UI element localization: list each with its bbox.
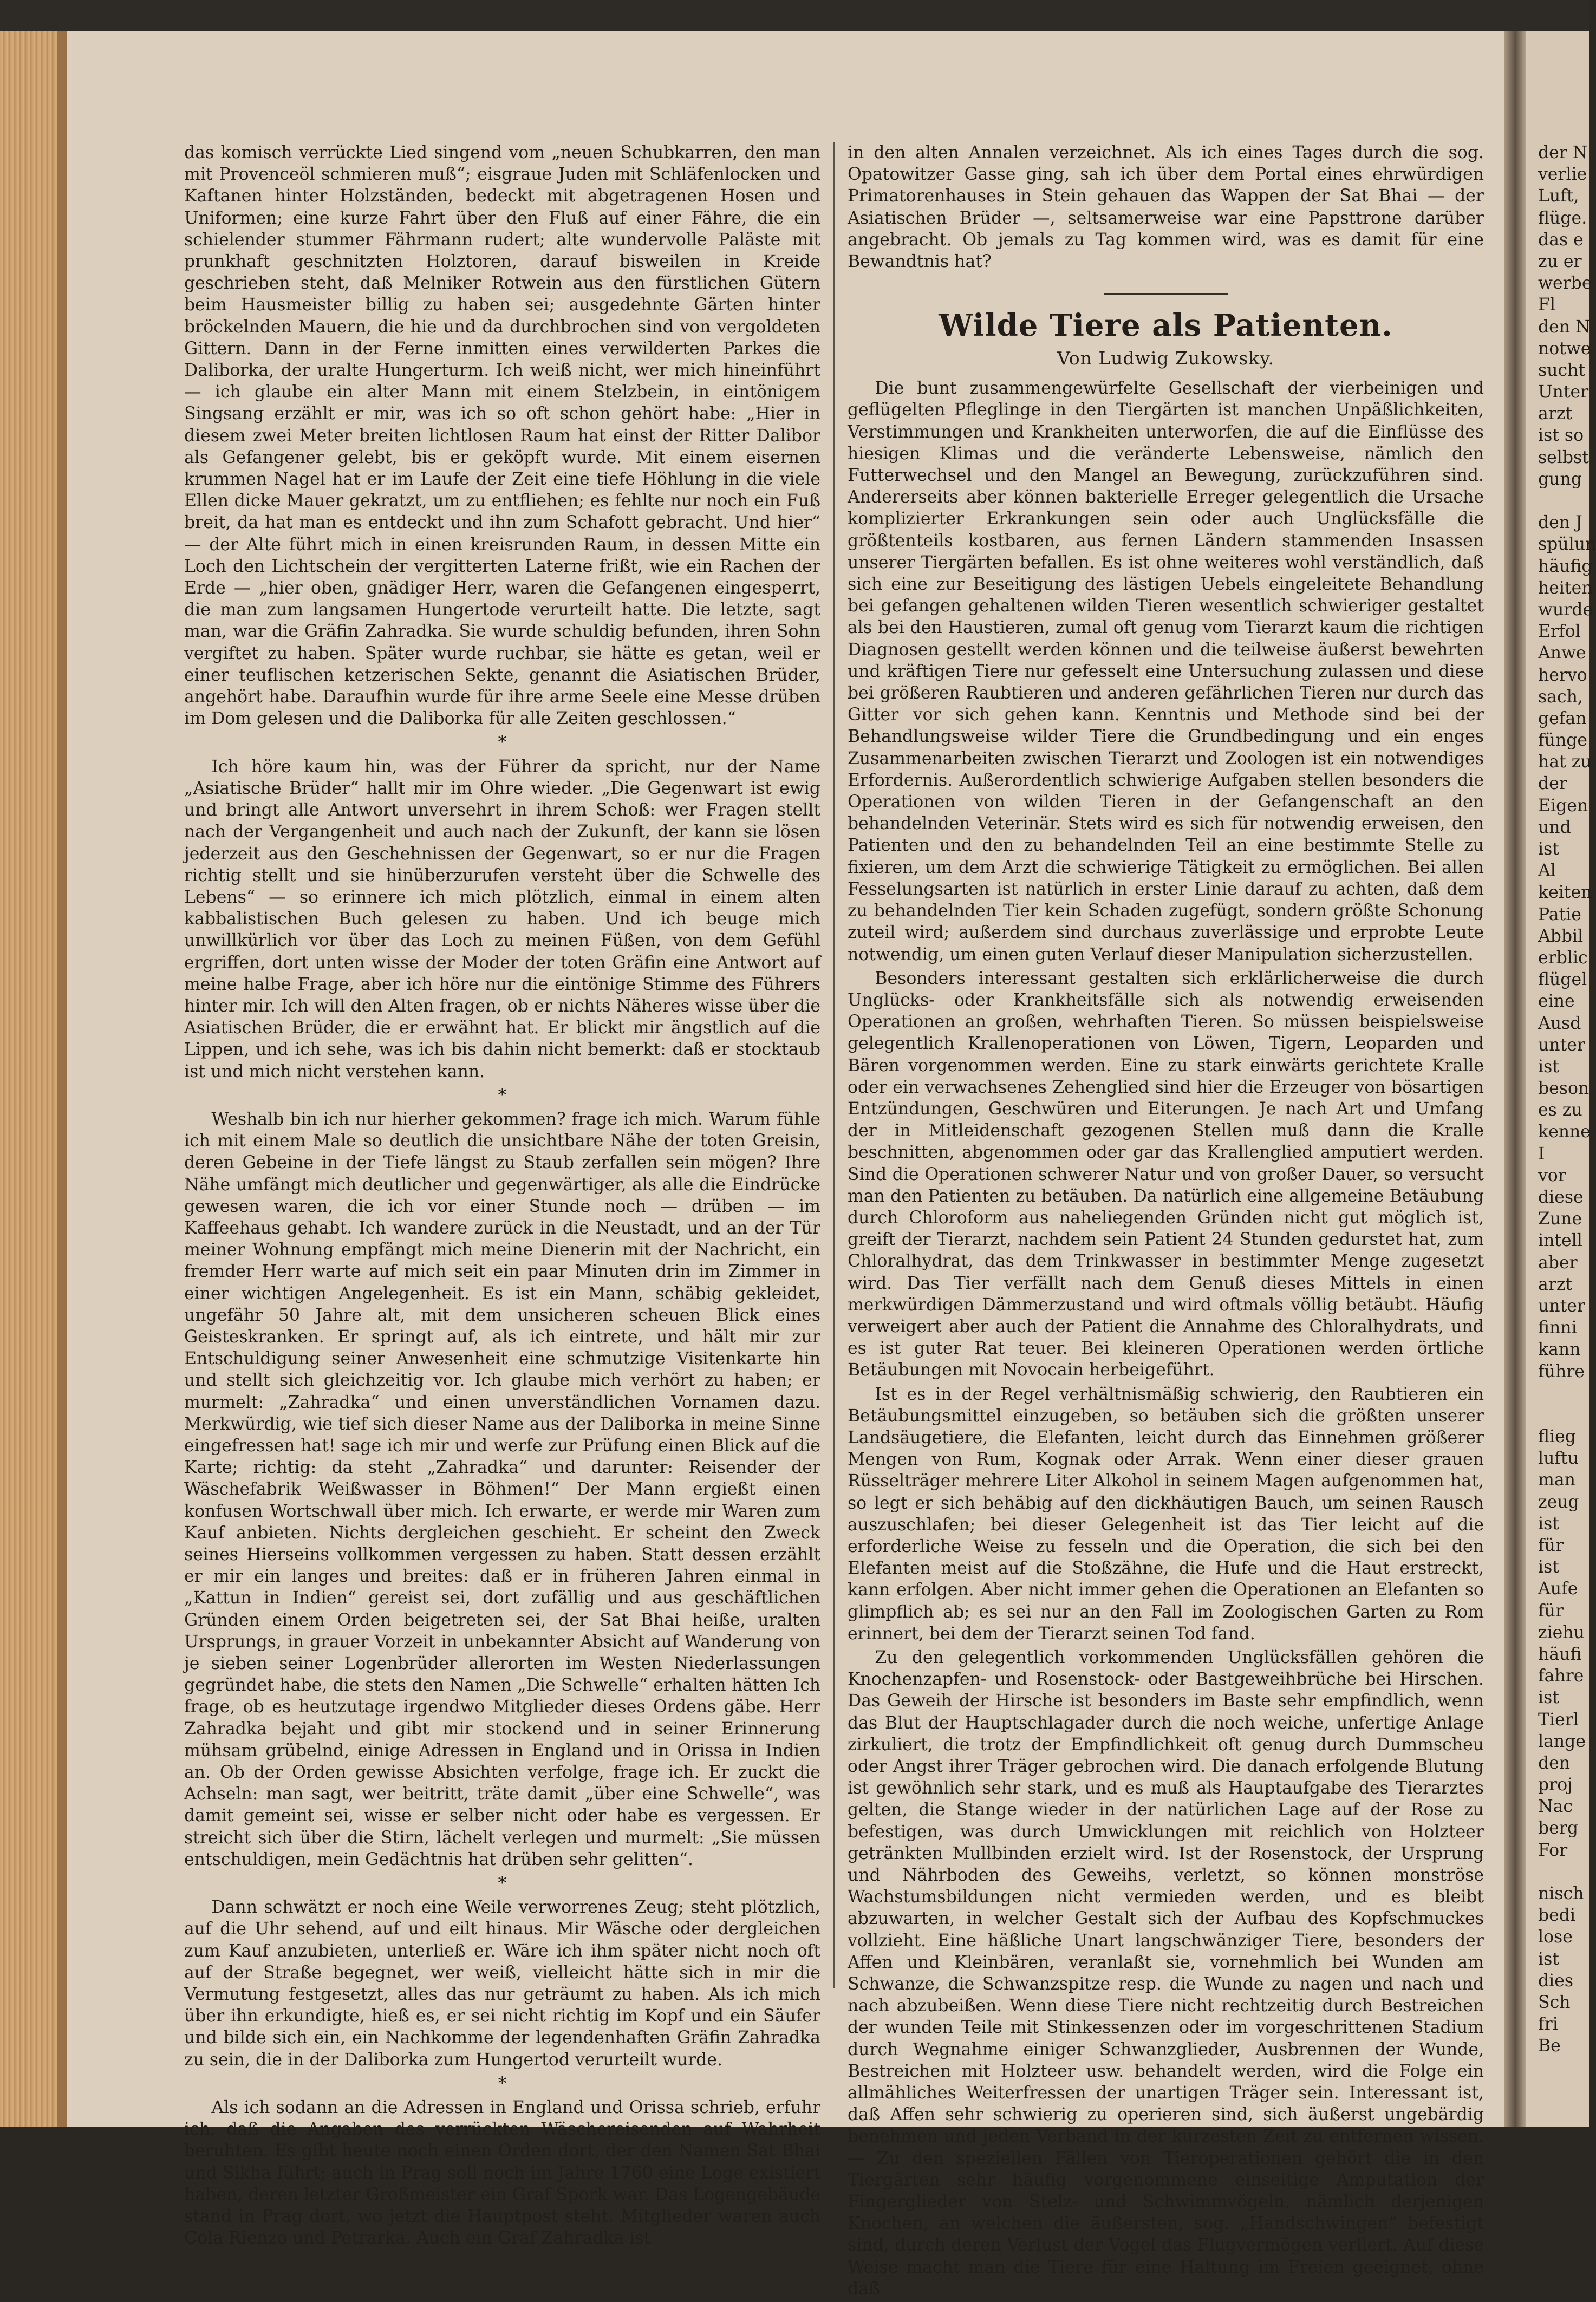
facing-page-line: flügel [1538, 970, 1587, 990]
facing-page-text [1538, 142, 1596, 2057]
facing-page-line: fünge [1538, 731, 1588, 751]
right-column [848, 142, 1484, 2302]
facing-page-line: proj [1538, 1775, 1573, 1795]
facing-page-line: vor [1538, 1165, 1566, 1185]
facing-page-line: zeug [1538, 1492, 1579, 1512]
section-separator: * [498, 733, 507, 753]
facing-page-line: keiten [1538, 883, 1592, 903]
facing-page-line: ziehu [1538, 1622, 1585, 1642]
facing-page-line: ist [1538, 1949, 1559, 1969]
facing-page-line: zu er [1538, 251, 1582, 271]
facing-page-line: Fl [1538, 295, 1555, 315]
facing-page-line: führe [1538, 1361, 1585, 1381]
facing-page-line: nisch [1538, 1884, 1584, 1903]
facing-page-line: spülun [1538, 534, 1596, 555]
facing-page-line: dies [1538, 1971, 1574, 1991]
facing-page-line: Unter [1538, 382, 1589, 402]
scanner-background [0, 0, 1589, 31]
facing-page-line: Abbil [1538, 926, 1584, 946]
article-byline: Von Ludwig Zukowsky. [1057, 348, 1275, 369]
right-paragraph-3: Besonders interessant gestalten sich erklärlicherweise die durch Unglücks- oder Krankheitsfälle sich als notwendig erweisenden Operationen an großen, wehrhaften Tieren. So müssen beispielsweise gelegentlich Krallenoperationen von Löwen, Tigern, Leoparden und Bären vorgenommen werden. Eine zu stark einwärts gerichtete Kralle oder ein verwachsenes Zehenglied sind hier die Erzeuger von bösartigen Entzündungen, Geschwüren und Eiterungen. Je nach Art und Umfang der in Mitleidenschaft gezogenen Stellen muß dann die Kralle beschnitten, abgenommen oder gar das Krallenglied amputiert werden. Sind die Operationen schwerer Natur und von großer Dauer, so versucht man den Patienten zu betäuben. Da natürlich eine allgemeine Betäubung durch Chloroform aus naheliegenden Gründen nicht gut möglich ist, greift der Tierarzt, nachdem sein Patient 24 Stunden gedurstet hat, zum Chloralhydrat, das dem Trinkwasser in bestimmter Menge zugesetzt wird. Das Tier verfällt nach dem Genuß dieses Mittels in einen merkwürdigen Dämmerzustand und wird oftmals völlig betäubt. Häufig verweigert aber auch der Patient die Annahme des Chloralhydrats, und es ist guter Rat teuer. Bei kleineren Operationen werden örtliche Betäubungen mit Novocain herbeigeführt. [848, 968, 1484, 1380]
facing-page-line: heiten [1538, 578, 1593, 598]
facing-page-line: und [1538, 817, 1571, 837]
facing-page-line: sach, [1538, 687, 1583, 707]
facing-page-line: der N [1538, 143, 1588, 162]
facing-page-line: diese [1538, 1188, 1584, 1207]
facing-page-line: Luft, [1538, 186, 1579, 206]
facing-page-line: ist [1538, 839, 1559, 859]
facing-page-line: hat zu [1538, 752, 1592, 772]
right-paragraph-4: Ist es in der Regel verhältnismäßig schwierig, den Raubtieren ein Betäubungsmittel einzugeben, so betäuben sich die größten unserer Landsäugetiere, die Elefanten, leicht durch das Einnehmen größerer Mengen von Rum, Kognak oder Arrak. Wenn einer dieser grauen Rüsselträger mehrere Liter Alkohol in seinem Magen aufgenommen hat, so legt er sich behäbig auf den dickhäutigen Bauch, um seinen Rausch auszuschlafen; bei dieser Gelegenheit ist das Tier leicht auf die erforderliche Weise zu fesseln und die Operation, die sich bei den Elefanten meist auf die Stoßzähne, die Hufe und die Haut erstreckt, kann erfolgen. Aber nicht immer gehen die Operationen an Elefanten so glimpflich ab; es sei nur an den Fall im Zoologischen Garten zu Rom erinnert, bei dem der Tierarzt seinen Tod fand. [848, 1384, 1484, 1644]
facing-page-line: eine [1538, 992, 1575, 1012]
facing-page-line: den J [1538, 513, 1582, 533]
facing-page-line: Erfol [1538, 622, 1581, 642]
book-binding-edge [57, 31, 67, 2127]
facing-page-line: man [1538, 1470, 1575, 1490]
facing-page-line: wurde [1538, 599, 1593, 619]
facing-page-line: beson [1538, 1079, 1590, 1099]
facing-page-line: es zu [1538, 1100, 1582, 1120]
facing-page-line: flüge. [1538, 208, 1587, 228]
facing-page-line: For [1538, 1840, 1568, 1860]
facing-page-line [1538, 1382, 1589, 1404]
facing-page-line: für [1538, 1601, 1564, 1621]
facing-page-line: gefan [1538, 708, 1587, 728]
facing-page-line: fahre [1538, 1666, 1584, 1686]
right-paragraph-1: in den alten Annalen verzeichnet. Als ich eines Tages durch die sog. Opatowitzer Gasse ging, sah ich über dem Portal eines ehrwürdigen Primatorenhauses in Stein gehauen das Wappen der Sat Bhai — der Asiatischen Brüder —, seltsamerweise war eine Papsttrone darüber angebracht. Ob jemals zu Tag kommen wird, was es damit für eine Bewandtnis hat? [848, 143, 1484, 272]
left-column [184, 142, 820, 2252]
book-page-edges [0, 31, 57, 2127]
facing-page-line [1538, 1404, 1589, 1426]
facing-page-line: arzt [1538, 1274, 1573, 1294]
facing-page-line: das e [1538, 230, 1584, 250]
facing-page-line [1538, 490, 1589, 512]
facing-page-line: ist [1538, 1514, 1559, 1534]
facing-page-line: Be [1538, 2036, 1561, 2056]
facing-page-line: den [1538, 1753, 1571, 1773]
facing-page-line: sucht [1538, 360, 1586, 380]
facing-page-line: selbst [1538, 447, 1589, 467]
facing-page-line: lose [1538, 1927, 1573, 1947]
facing-page-line: Aufe [1538, 1579, 1578, 1599]
facing-page-line: kenne [1538, 1122, 1591, 1142]
book-gutter [1504, 31, 1526, 2127]
facing-page-line: gung [1538, 469, 1582, 489]
facing-page-line: Zune [1538, 1209, 1582, 1229]
column-rule [833, 142, 835, 1988]
facing-page-line: intell [1538, 1231, 1582, 1251]
facing-page-line: Patie [1538, 904, 1581, 924]
facing-page-line: den N [1538, 317, 1591, 337]
facing-page-line: flieg [1538, 1427, 1576, 1447]
article-divider [1104, 293, 1228, 295]
facing-page-line: luftu [1538, 1449, 1579, 1469]
article-headline: Wilde Tiere als Patienten. [939, 308, 1393, 344]
facing-page-line: ist so [1538, 426, 1584, 446]
facing-page-line: I [1538, 1144, 1545, 1164]
facing-page-line: erblic [1538, 948, 1588, 968]
facing-page-line: hervo [1538, 665, 1587, 685]
facing-page-line: Nac [1538, 1797, 1573, 1817]
facing-page-line: berg [1538, 1818, 1579, 1838]
right-paragraph-2: Die bunt zusammengewürfelte Gesellschaft der vierbeinigen und geflügelten Pfleglinge in den Tiergärten ist manchen Unpäßlichkeiten, Verstimmungen und Krankheiten unterworfen, die auf die Einflüsse des hiesigen Klimas und die veränderte Lebensweise, nämlich den Futterwechsel und den Mangel an Bewegung, zurückzuführen sind. Andererseits aber können bakterielle Erreger gelegentlich die Ursache komplizierter Erkrankungen sein oder auch Unglücksfälle die größtenteils kostbaren, aus fernen Ländern stammenden Insassen unserer Tiergärten befallen. Es ist ohne weiteres wohl verständlich, daß sich eine zur Beseitigung des lästigen Uebels eingeleitete Behandlung bei gefangen gehaltenen wilden Tieren wesentlich schwieriger gestaltet als bei den Haustieren, zumal oft genug vom Tierarzt kaum die richtigen Diagnosen gestellt werden können und die teilweise äußerst bewehrten und kräftigen Tiere nur gefesselt eine Untersuchung zulassen und diese bei größeren Raubtieren und anderen gefährlichen Tieren nur durch das Gitter vor sich gehen kann. Kenntnis und Methode sind bei der Behandlungsweise wilder Tiere die Grundbedingung und ein enges Zusammenarbeiten zwischen Tierarzt und Zoologen ist ein notwendiges Erfordernis. Außerordentlich schwierige Aufgaben stellen besonders die Operationen von wilden Tieren in der Gefangenschaft an den behandelnden Veterinär. Stets wird es sich für notwendig erweisen, den Patienten und den zu behandelnden Teil an eine bestimmte Stelle zu fixieren, um dem Arzt die schwierige Tätigkeit zu ermöglichen. Bei allen Fesselungsarten ist natürlich in erster Linie darauf zu achten, daß dem zu behandelnden Tier kein Schaden zugefügt, sondern größte Schonung zuteil wird; außerdem sind durchaus zuverlässige und erprobte Leute notwendig, um einen guten Verlauf dieser Manipulation sicherzustellen. [848, 379, 1484, 964]
section-separator: * [498, 1085, 507, 1105]
facing-page-line: Anwe [1538, 643, 1586, 663]
facing-page-line: aber [1538, 1253, 1578, 1273]
facing-page-line: bedi [1538, 1906, 1576, 1926]
facing-page-line: Al [1538, 861, 1556, 881]
facing-page-line: ist [1538, 1057, 1559, 1077]
facing-page-line: lange [1538, 1731, 1586, 1751]
facing-page-line: Ausd [1538, 1013, 1581, 1033]
facing-page-line: Eigen [1538, 795, 1588, 816]
facing-page-line: Tierl [1538, 1710, 1579, 1730]
left-paragraph-2: Ich höre kaum hin, was der Führer da spricht, nur der Name „Asiatische Brüder“ hallt mir im Ohre wieder. „Die Gegenwart ist ewig und bringt alle Antwort unversehrt in ihrem Schoß: wer Fragen stellt nach der Vergangenheit und auch nach der Zukunft, der kann sie lösen jederzeit aus den Geschehnissen der Gegenwart, so er nur die Fragen richtig stellt und sie hinüberzurufen versteht über die Schwelle des Lebens“ — so erinnere ich mich plötzlich, einmal in einem alten kabbalistischen Buch gelesen zu haben. Und ich beuge mich unwillkürlich vor über das Loch zu meinen Füßen, von dem Gefühl ergriffen, dort unten wisse der Moder der toten Gräfin eine Antwort auf meine halbe Frage, aber ich höre nur die eintönige Stimme des Führers hinter mir. Ich will den Alten fragen, ob er nichts Näheres wisse über die Asiatischen Brüder, die er erwähnt hat. Er blickt mir ängstlich auf die Lippen, und ich sehe, was ich bis dahin nicht bemerkt: daß er stocktaub ist und mich nicht verstehen kann. [184, 757, 820, 1081]
facing-page-line [1538, 1861, 1589, 1883]
facing-page-line: arzt [1538, 404, 1573, 424]
facing-page-line: für [1538, 1536, 1564, 1555]
facing-page-line: kann [1538, 1340, 1581, 1360]
facing-page-line: werbe [1538, 273, 1592, 294]
facing-page-line: fri [1538, 2014, 1558, 2034]
facing-page-line: Sch [1538, 1992, 1571, 2012]
left-paragraph-3: Weshalb bin ich nur hierher gekommen? frage ich mich. Warum fühle ich mit einem Male so deutlich die unsichtbare Nähe der toten Greisin, deren Gebeine in der Tiefe längst zu Staub zerfallen sein mögen? Ihre Nähe umfängt mich deutlicher und gegenwärtiger, als alle die Eindrücke gewesen waren, die ich vor einer Stunde noch — drüben — im Kaffeehaus gehabt. Ich wandere zurück in die Neustadt, und an der Tür meiner Wohnung empfängt mich meine Dienerin mit der Nachricht, ein fremder Herr warte auf mich seit ein paar Minuten drin im Zimmer in einer wichtigen Angelegenheit. Es ist ein Mann, schäbig gekleidet, ungefähr 50 Jahre alt, mit dem unsicheren scheuen Blick eines Geisteskranken. Er springt auf, als ich eintrete, und hält mir zur Entschuldigung seiner Anwesenheit eine schmutzige Visitenkarte hin und stellt sich gleichzeitig vor. Ich glaube mich verhört zu haben; er murmelt: „Zahradka“ und einen unverständlichen Vornamen dazu. Merkwürdig, wie tief sich dieser Name aus der Daliborka in meine Sinne eingefressen hat! sage ich mir und werfe zur Prüfung einen Blick auf die Karte; richtig: da steht „Zahradka“ und darunter: Reisender der Wäschefabrik Weißwasser in Böhmen!“ Der Mann ergießt einen konfusen Wortschwall über mich. Ich erwarte, er werde mir Waren zum Kauf anbieten. Nichts dergleichen geschieht. Er scheint den Zweck seines Hierseins vollkommen vergessen zu haben. Statt dessen erzählt er mir ein langes und breites: daß er in früheren Jahren einmal in „Kattun in Indien“ gereist sei, dort zufällig und aus geschäftlichen Gründen einem Orden beigetreten sei, der Sat Bhai heiße, uralten Ursprungs, in grauer Vorzeit in unbekannter Absicht auf Wanderung von je sieben seiner Logenbrüder allerorten im Westen Niederlassungen gegründet habe, die stets den Namen „Die Schwelle“ erhalten hätten Ich frage, ob es heutzutage irgendwo Mitglieder dieses Ordens gäbe. Herr Zahradka bejaht und gibt mir stockend und in seiner Erinnerung mühsam grübelnd, einige Adressen in England und in Orissa in Indien an. Ob der Orden gewisse Absichten verfolge, frage ich. Er zuckt die Achseln: man sagt, wer beitritt, träte damit „über eine Schwelle“, was damit gemeint sei, wisse er selber nicht oder habe es vergessen. Er streicht sich über die Stirn, lächelt verlegen und murmelt: „Sie müssen entschuldigen, mein Gedächtnis hat drüben sehr gelitten“. [184, 1109, 820, 1869]
left-paragraph-1: das komisch verrückte Lied singend vom „neuen Schubkarren, den man mit Provenceöl schmieren muß“; eisgraue Juden mit Schläfenlocken und Kaftanen hinter Holzständen, bedeckt mit abgetragenen Hosen und Uniformen; eine kurze Fahrt über den Fluß auf einer Fähre, die ein schielender stummer Fährmann rudert; alte wundervolle Paläste mit prunkhaft geschnitzten Holztoren, darauf bisweilen in Kreide geschrieben steht, daß Melniker Rotwein aus den fürstlichen Gütern beim Hausmeister billig zu haben sei; ausgedehnte Gärten hinter bröckelnden Mauern, die hie und da durchbrochen sind von vergoldeten Gittern. Dann in der Ferne inmitten eines verwilderten Parkes die Daliborka, der uralte Hungerturm. Ich weiß nicht, wer mich hineinführt — ich glaube ein alter Mann mit einem Stelzbein, in eintönigem Singsang erzählt er mir, was ich so oft schon gehört habe: „Hier in diesem zwei Meter breiten lichtlosen Raum hat einst der Ritter Dalibor als Gefangener gelebt, bis er geköpft wurde. Mit einem eisernen krummen Nagel hat er im Laufe der Zeit eine tiefe Höhlung in die viele Ellen dicke Mauer gekratzt, um zu entfliehen; es fehlte nur noch ein Fuß breit, da hat man es entdeckt und ihn zum Schafott gebracht. Und hier“ — der Alte führt mich in einen kreisrunden Raum, in dessen Mitte ein Loch den Lichtschein der vergitterten Laterne frißt, wie ein Rachen der Erde — „hier oben, gnädiger Herr, waren die Gefangenen eingesperrt, die man zum langsamen Hungertode verurteilt hatte. Die letzte, sagt man, war die Gräfin Zahradka. Sie wurde schuldig befunden, ihren Sohn vergiftet zu haben. Später wurde ruchbar, sie hätte es getan, weil er einer teuflischen ketzerischen Sekte, genannt die Asiatischen Brüder, angehört habe. Daraufhin wurde für ihre arme Seele eine Messe drüben im Dom gelesen und die Daliborka für alle Zeiten geschlossen.“ [184, 143, 820, 729]
left-paragraph-5: Als ich sodann an die Adressen in England und Orissa schrieb, erfuhr ich, daß die Angaben des verrückten Wäschereisenden auf Wahrheit beruhten. Es gibt heute noch einen Orden dort, der den Namen Sat Bhai und Sikha führt; auch in Prag soll noch im Jahre 1760 eine Loge existiert haben, deren letzter Großmeister ein Graf Spork war. Das Logengebäude stand in Prag dort, wo jetzt die Hauptpost steht. Mitglieder waren auch Cola Rienzo und Petrarka. Auch ein Graf Zahradka ist [184, 2098, 820, 2248]
facing-page-line: finni [1538, 1318, 1577, 1338]
facing-page-line: ist [1538, 1688, 1559, 1708]
section-separator: * [498, 1874, 507, 1894]
facing-page-line: unter [1538, 1296, 1585, 1316]
facing-page-line: häufi [1538, 1644, 1582, 1664]
left-paragraph-4: Dann schwätzt er noch eine Weile verworrenes Zeug; steht plötzlich, auf die Uhr sehend, auf und eilt hinaus. Mir Wäsche oder dergleichen zum Kauf anzubieten, unterließ er. Wäre ich ihm später nicht noch oft auf der Straße begegnet, wer weiß, vielleicht hätte sich in mir die Vermutung festgesetzt, alles das nur geträumt zu haben. Als ich mich über ihn erkundigte, hieß es, er sei nicht richtig im Kopf und ein Säufer und bilde sich ein, ein Nachkomme der legendenhaften Gräfin Zahradka zu sein, die in der Daliborka zum Hungertod verurteilt wurde. [184, 1897, 820, 2070]
facing-page-line: häufig [1538, 556, 1593, 576]
facing-page-line: verlie [1538, 165, 1587, 185]
facing-page-line: ist [1538, 1557, 1559, 1577]
right-paragraph-5: Zu den gelegentlich vorkommenden Unglücksfällen gehören die Knochenzapfen- und Rosenstock- oder Bastgeweihbrüche bei Hirschen. Das Geweih der Hirsche ist besonders im Baste sehr empfindlich, wenn das Blut der Hauptschlagader durch die noch weiche, unfertige Anlage zirkuliert, die trotz der Empfindlichkeit oft genug durch Dummscheu oder Angst ihrer Träger gebrochen wird. Die danach erfolgende Blutung ist gewöhnlich sehr stark, und es muß als Hauptaufgabe des Tierarztes gelten, die Stange wieder in der natürlichen Lage auf der Rose zu befestigen, was durch Umwicklungen mit reichlich von Holzteer getränkten Mullbinden erzielt wird. Ist der Rosenstock, der Ursprung und Nährboden des Geweihs, verletzt, so können monströse Wachstumsbildungen nicht vermieden werden, und es bleibt abzuwarten, in welcher Gestalt sich der Aufbau des Kopfschmuckes vollzieht. Eine häßliche Unart langschwänziger Tiere, besonders der Affen und Kleinbären, veranlaßt sie, vornehmlich bei Wunden am Schwanze, die Schwanzspitze resp. die Wunde zu nagen und nach und nach abzubeißen. Wenn diese Tiere nicht rechtzeitig durch Bestreichen der wunden Teile mit Stinkessenzen oder im vorgeschrittenen Stadium durch Wegnahme einiger Schwanzglieder, Ausbrennen der Wunde, Bestreichen mit Holzteer usw. behandelt werden, wird die Folge ein allmähliches Weiterfressen der unartigen Träger sein. Interessant ist, daß Affen sehr schwierig zu operieren sind, sich äußerst ungebärdig benehmen und jeden Verband in der kürzesten Zeit zu entfernen wissen. — Zu den speziellen Fällen von Tieroperationen gehört die in den Tiergärten sehr häufig vorgenommene einseitige Amputation der Fingerglieder von Stelz- und Schwimmvögeln, nämlich derjenigen Knochen, an welchen die äußersten, sog. „Handschwingen“ befestigt sind, durch deren Verlust der Vogel das Flugvermögen verliert. Auf diese Weise macht man die Tiere für eine Haltung im Freien geeignet, ohne daß [848, 1648, 1484, 2299]
facing-page-line: unter [1538, 1035, 1585, 1055]
facing-page-line: notwe [1538, 338, 1591, 358]
section-separator: * [498, 2073, 507, 2094]
facing-page-line: der [1538, 774, 1567, 794]
